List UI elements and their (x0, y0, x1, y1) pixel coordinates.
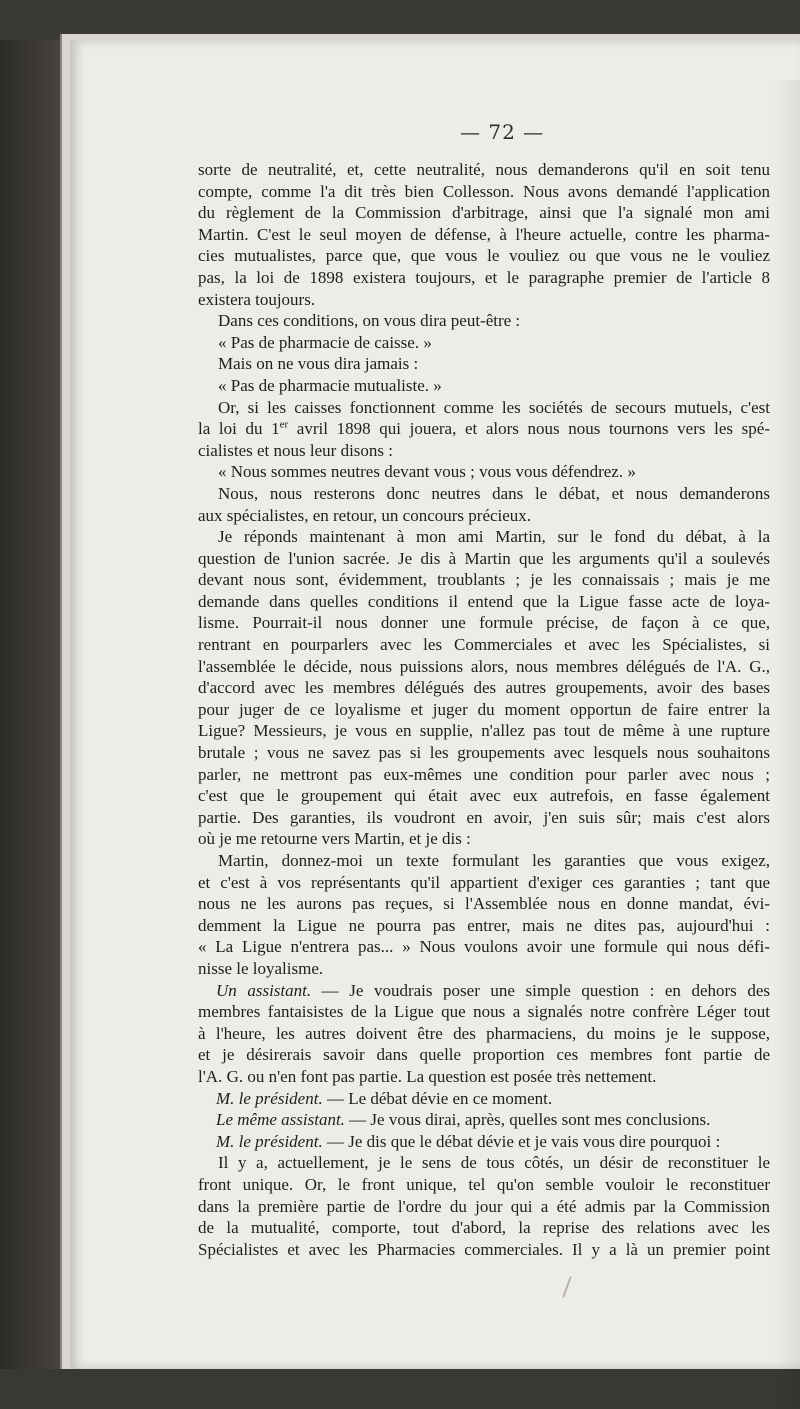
text-line: nous ne les aurons pas reçues, si l'Assemblée nous en donne mandat, évi- (198, 894, 770, 914)
text-line (198, 418, 770, 440)
text-line (198, 1088, 770, 1110)
text-line: partie. Des garanties, ils voudront en avoir, j'en suis sûr; mais c'est alors (198, 807, 770, 827)
text-line: cies mutualistes, parce que, que vous le vouliez ou que vous ne le vouliez (198, 246, 770, 266)
text-line: à l'heure, les autres doivent être des pharmaciens, du moins je le suppose, (198, 1023, 770, 1043)
speaker-name: M. le président. (216, 1088, 323, 1108)
text-line: parler, ne mettront pas eux-mêmes une condition pour parler avec nous ; (198, 764, 770, 784)
text-line: c'est que le groupement qui était avec eux autrefois, en fasse également (198, 786, 770, 806)
text-run: — Je voudrais poser une simple question : en dehors des (311, 980, 770, 1000)
page-edge-shadow (772, 80, 800, 1409)
text-line: brutale ; vous ne savez pas si les groupements avec lesquels nous souhaitons (198, 743, 770, 763)
text-line: « Pas de pharmacie mutualiste. » (218, 375, 442, 395)
text-line: Martin, donnez-moi un texte formulant les garanties que vous exigez, (218, 851, 770, 870)
text-line: Or, si les caisses fonctionnent comme les sociétés de secours mutuels, c'est (218, 397, 770, 417)
text-line: question de l'union sacrée. Je dis à Martin que les arguments qu'il a soulevés (198, 548, 770, 568)
text-line: demande dans quelles conditions il entend que la Ligue fasse acte de loya- (198, 591, 770, 611)
text-line: demment la Ligue ne pourra pas entrer, mais ne dites pas, aujourd'hui : (198, 915, 770, 935)
text-line: Je réponds maintenant à mon ami Martin, sur le fond du débat, à la (218, 527, 770, 547)
text-line: nisse le loyalisme. (198, 958, 324, 978)
text-line: Martin. C'est le seul moyen de défense, à l'heure actuelle, contre les pharma- (198, 224, 770, 244)
text-line: Nous, nous resterons donc neutres dans le débat, et nous demanderons (218, 483, 770, 503)
body-text (198, 159, 770, 1260)
text-line: existera toujours. (198, 289, 316, 309)
text-line (198, 1109, 770, 1131)
text-line: l'assemblée le décide, nous puissions alors, nous membres délégués de l'A. G., (198, 656, 770, 676)
text-run: la loi du 1 (198, 419, 280, 439)
text-line: pour juger de ce loyalisme et juger du moment opportun de faire entrer la (198, 699, 770, 719)
scan-backdrop (0, 0, 66, 1369)
text-line: « Pas de pharmacie de caisse. » (218, 332, 432, 352)
text-line: l'A. G. ou n'en font pas partie. La question est posée très nettement. (198, 1066, 657, 1086)
text-line: et c'est à vos représentants qu'il appartient d'exiger ces garanties ; tant que (198, 872, 770, 892)
text-line: sorte de neutralité, et, cette neutralité, nous demanderons qu'il en soit tenu (198, 160, 770, 179)
text-line: devant nous sont, évidemment, troublants ; je les connaissais ; mais je me (198, 570, 770, 590)
text-line: aux spécialistes, en retour, un concours précieux. (198, 505, 532, 525)
text-line: front unique. Or, le front unique, tel qu'on semble vouloir le reconstituer (198, 1174, 770, 1194)
speaker-name: Le même assistant. (216, 1110, 345, 1130)
text-line: lisme. Pourrait-il nous donner une formule précise, de façon à ce que, (198, 613, 770, 633)
text-run: — Je dis que le débat dévie et je vais vous dire pourquoi : (322, 1131, 721, 1151)
text-run: — Je vous dirai, après, quelles sont mes conclusions. (344, 1110, 711, 1130)
text-line: d'accord avec les membres délégués des autres groupements, avoir des bases (198, 678, 770, 698)
text-line: Mais on ne vous dira jamais : (218, 354, 419, 374)
text-line: dans la première partie de l'ordre du jour qui a été admis par la Commission (198, 1196, 770, 1216)
speaker-name: M. le président. (216, 1131, 323, 1151)
text-line: Dans ces conditions, on vous dira peut-être : (218, 311, 521, 331)
text-line (198, 1131, 770, 1153)
text-line (198, 980, 770, 1002)
text-line: rentrant en pourparlers avec les Commerciales et avec les Spécialistes, si (198, 635, 770, 655)
text-line: Il y a, actuellement, je le sens de tous côtés, un désir de reconstituer le (218, 1153, 770, 1173)
superscript: er (279, 418, 289, 431)
text-line: où je me retourne vers Martin, et je dis : (198, 829, 471, 849)
speaker-name: Un assistant. (216, 980, 312, 1000)
text-line: « Nous sommes neutres devant vous ; vous vous défendrez. » (218, 462, 636, 482)
text-line: membres fantaisistes de la Ligue que nous a signalés notre confrère Léger tout (198, 1002, 770, 1022)
text-line: Ligue? Messieurs, je vous en supplie, n'allez pas tout de même à une rupture (198, 721, 770, 741)
text-run: avril 1898 qui jouera, et alors nous nous tournons vers les spé- (288, 419, 770, 439)
text-line: de la mutualité, comporte, tout d'abord, la reprise des relations avec les (198, 1218, 770, 1238)
text-line: compte, comme l'a dit très bien Collesson. Nous avons demandé l'application (198, 181, 770, 201)
page-number: — 72 — (460, 120, 545, 144)
text-line: « La Ligue n'entrera pas... » Nous voulons avoir une formule qui nous défi- (198, 937, 770, 957)
text-line: et je désirerais savoir dans quelle proportion ces membres font partie de (198, 1045, 770, 1065)
text-line: pas, la loi de 1898 existera toujours, et le paragraphe premier de l'article 8 (198, 267, 770, 287)
text-run: — Le débat dévie en ce moment. (322, 1088, 553, 1108)
text-line: du règlement de la Commission d'arbitrage, ainsi que l'a signalé mon ami (198, 203, 770, 223)
text-line: cialistes et nous leur disons : (198, 440, 394, 460)
text-line: Spécialistes et avec les Pharmacies commerciales. Il y a là un premier point (198, 1239, 770, 1259)
